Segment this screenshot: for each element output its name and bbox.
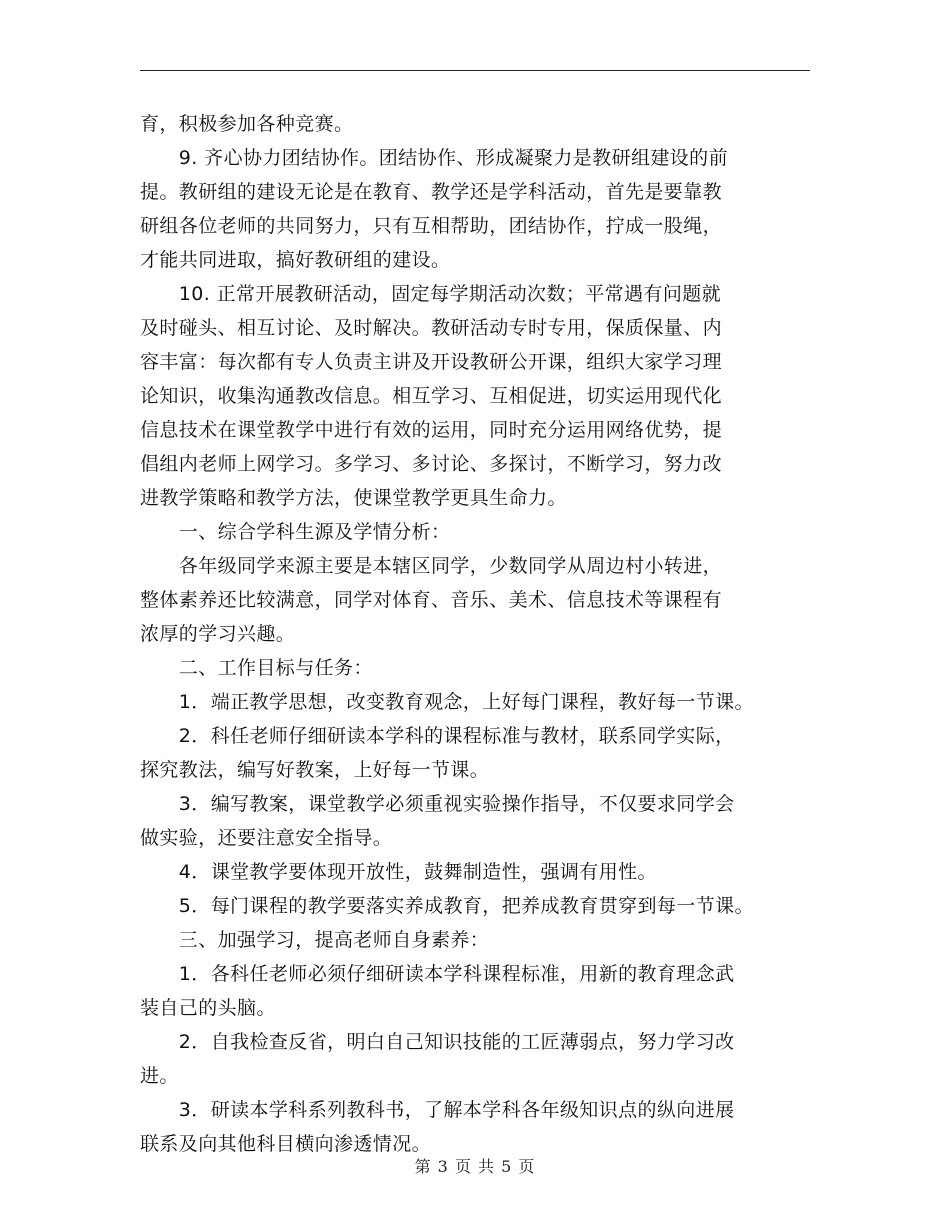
section-heading: 二、工作目标与任务： (140, 657, 373, 679)
text-line: 进。 (140, 1065, 179, 1087)
text-line: 10. 正常开展教研活动，固定每学期活动次数；平常遇有问题就 (140, 283, 722, 305)
page-number-footer: 第 3 页 共 5 页 (414, 1157, 536, 1176)
text-line: 探究教法，编写好教案，上好每一节课。 (140, 759, 490, 781)
text-line: 做实验，还要注意安全指导。 (140, 827, 393, 849)
text-line: 研组各位老师的共同努力，只有互相帮助，团结协作，拧成一股绳， (140, 215, 723, 237)
text-line: 论知识，收集沟通教改信息。相互学习、互相促进，切实运用现代化 (140, 385, 723, 407)
text-line: 信息技术在课堂教学中进行有效的运用，同时充分运用网络优势，提 (140, 419, 723, 441)
text-line: 才能共同进取，搞好教研组的建设。 (140, 249, 451, 271)
text-line: 浓厚的学习兴趣。 (140, 623, 296, 645)
text-line: 9. 齐心协力团结协作。团结协作、形成凝聚力是教研组建设的前 (140, 147, 728, 169)
text-line: 提。教研组的建设无论是在教育、教学还是学科活动，首先是要靠教 (140, 181, 723, 203)
body-text (140, 107, 830, 1161)
text-line: 装自己的头脑。 (140, 997, 276, 1019)
text-line: 5．每门课程的教学要落实养成教育，把养成教育贯穿到每一节课。 (140, 895, 754, 917)
header-rule (140, 70, 810, 71)
text-line: 2．自我检查反省，明白自己知识技能的工匠薄弱点，努力学习改 (140, 1031, 735, 1053)
text-line: 育，积极参加各种竞赛。 (140, 113, 354, 135)
text-line: 及时碰头、相互讨论、及时解决。教研活动专时专用，保质保量、内 (140, 317, 723, 339)
text-line: 2．科任老师仔细研读本学科的课程标准与教材，联系同学实际， (140, 725, 735, 747)
text-line: 联系及向其他科目横向渗透情况。 (140, 1133, 432, 1155)
text-line: 1．各科任老师必须仔细研读本学科课程标准，用新的教育理念武 (140, 963, 735, 985)
text-line: 倡组内老师上网学习。多学习、多讨论、多探讨，不断学习，努力改 (140, 453, 723, 475)
text-line: 整体素养还比较满意，同学对体育、音乐、美术、信息技术等课程有 (140, 589, 723, 611)
text-line: 3．编写教案，课堂教学必须重视实验操作指导，不仅要求同学会 (140, 793, 735, 815)
section-heading: 一、综合学科生源及学情分析： (140, 521, 451, 543)
text-line: 1．端正教学思想，改变教育观念，上好每门课程，教好每一节课。 (140, 691, 754, 713)
text-line: 4．课堂教学要体现开放性，鼓舞制造性，强调有用性。 (140, 861, 657, 883)
text-line: 各年级同学来源主要是本辖区同学，少数同学从周边村小转进， (140, 555, 723, 577)
section-heading: 三、加强学习，提高老师自身素养： (140, 929, 490, 951)
text-line: 容丰富：每次都有专人负责主讲及开设教研公开课，组织大家学习理 (140, 351, 723, 373)
text-line: 进教学策略和教学方法，使课堂教学更具生命力。 (140, 487, 567, 509)
text-line: 3．研读本学科系列教科书，了解本学科各年级知识点的纵向进展 (140, 1099, 735, 1121)
